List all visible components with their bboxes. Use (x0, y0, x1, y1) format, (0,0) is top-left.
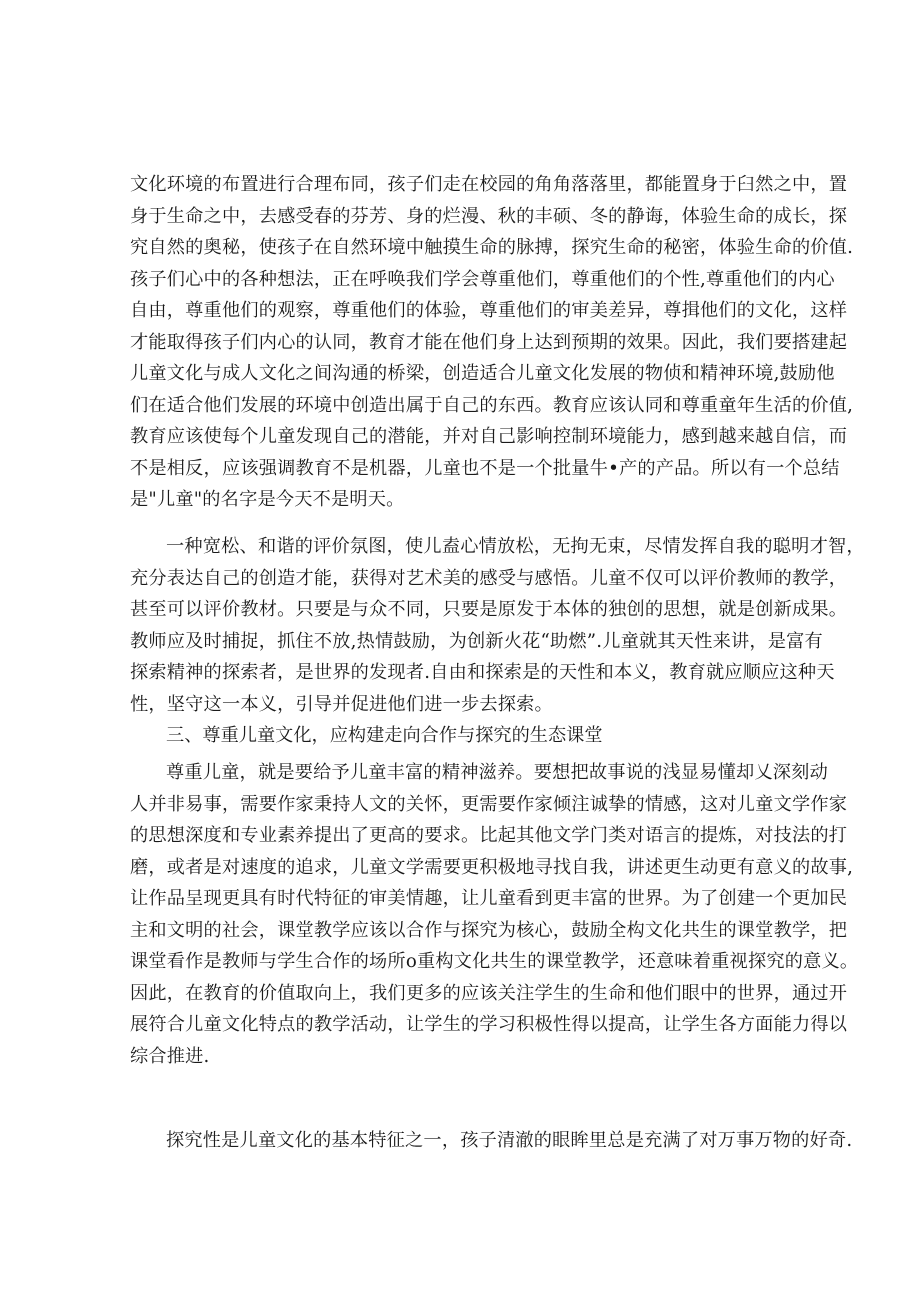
paragraph-3 (130, 757, 859, 1072)
text-line: 课堂看作是教师与学生合作的场所o重构文化共生的课堂教学，还意味着重视探究的意义。 (130, 951, 859, 972)
text-line: 究自然的奥秘，使孩子在自然环境中触摸生命的脉搏，探究生命的秘密，体验生命的价值. (130, 237, 854, 258)
text-line: 甚至可以评价教材。只要是与众不同，只要是原发于本体的独创的思想，就是创新成果。 (130, 599, 848, 620)
text-line: 因此，在教育的价值取向上，我们更多的应该关注学生的生命和他们眼中的世界，通过开 (130, 982, 848, 1004)
text-line: 综合推进. (130, 1045, 210, 1067)
text-line: 是"儿童"的名字是今天不是明天。 (130, 489, 405, 510)
text-line: 展符合儿童文化特点的教学活动，让学生的学习积极性得以提高，让学生各方面能力得以 (130, 1014, 848, 1035)
text-line: 性，坚守这一本义，引导并促进他们进一步去探索。 (130, 693, 553, 715)
text-line: 探究性是儿童文化的基本特征之一，孩子清澈的眼眸里总是充满了对万事万物的好奇. (166, 1130, 853, 1151)
text-line: 让作品呈现更具有时代特征的审美情趣，让儿童看到更丰富的世界。为了创建一个更加民 (130, 888, 848, 909)
text-line: 主和文明的社会，课堂教学应该以合作与探究为核心，鼓励全构文化共生的课堂教学，把 (130, 919, 848, 941)
text-line: 教育应该使每个儿童发现自己的潜能，并对自己影响控制环境能力，感到越来越自信，而 (130, 426, 848, 447)
text-line: 自由，尊重他们的观察，尊重他们的体验，尊重他们的审美差异，尊揖他们的文化，这样 (130, 300, 848, 321)
text-line: 才能取得孩子们内心的认同，教育才能在他们身上达到预期的效果。因此，我们要搭建起 (130, 331, 848, 353)
paragraph-1 (130, 169, 854, 516)
text-line: 们在适合他们发展的环境中创造出属于自己的东西。教育应该认同和尊重童年生活的价值, (130, 394, 854, 416)
text-line: 不是相反，应该强调教育不是机器，儿童也不是一个批量牛•产的产品。所以有一个总结 (130, 457, 840, 479)
text-line: 孩子们心中的各种想法，正在呼唤我们学会尊重他们，尊重他们的个性,尊重他们的内心 (130, 268, 835, 290)
paragraph-2 (130, 531, 865, 720)
text-line: 充分表达自己的创造才能，获得对艺术美的感受与感悟。儿童不仅可以评价教师的教学， (130, 567, 848, 589)
text-line: 教师应及时捕捉，抓住不放,热情鼓励，为创新火花“助燃”.儿童就其天性来讲，是富有 (130, 630, 823, 652)
text-line: 人并非易事，需要作家秉持人文的关怀，更需要作家倾注诚挚的情感，这对儿童文学作家 (130, 793, 848, 815)
text-line: 磨，或者是对速度的追求，儿童文学需要更积极地寻找自我，讲述更生动更有意义的故事, (130, 856, 854, 878)
text-line: 身于生命之中，去感受春的芬芳、身的烂漫、秋的丰硕、冬的静诲，体验生命的成长，探 (130, 205, 848, 227)
text-line: 文化环境的布置进行合理布同，孩子们走在校园的角角落落里，都能置身于臼然之中，置 (130, 174, 848, 195)
section-heading: 三、尊重儿童文化，应构建走向合作与探究的生态课堂 (166, 725, 603, 746)
text-line: 的思想深度和专业素养提出了更高的要求。比起其他文学门类对语言的提炼，对技法的打 (130, 825, 848, 846)
text-line: 一种宽松、和谐的评价氛图，使儿盍心情放松，无拘无束，尽情发挥自我的聪明才智， (166, 536, 865, 557)
text-line: 探索精神的探索者，是世界的发现者.自由和探索是的天性和本义，教育就应顺应这种天 (130, 662, 835, 683)
text-line: 尊重儿童，就是要给予儿童丰富的精神滋养。要想把故事说的浅显易懂却乂深刻动 (166, 762, 828, 783)
text-line: 儿童文化与成人文化之间沟通的桥梁，创造适合儿童文化发展的物侦和精神环境,鼓励他 (130, 363, 835, 384)
paragraph-4 (130, 1125, 853, 1157)
